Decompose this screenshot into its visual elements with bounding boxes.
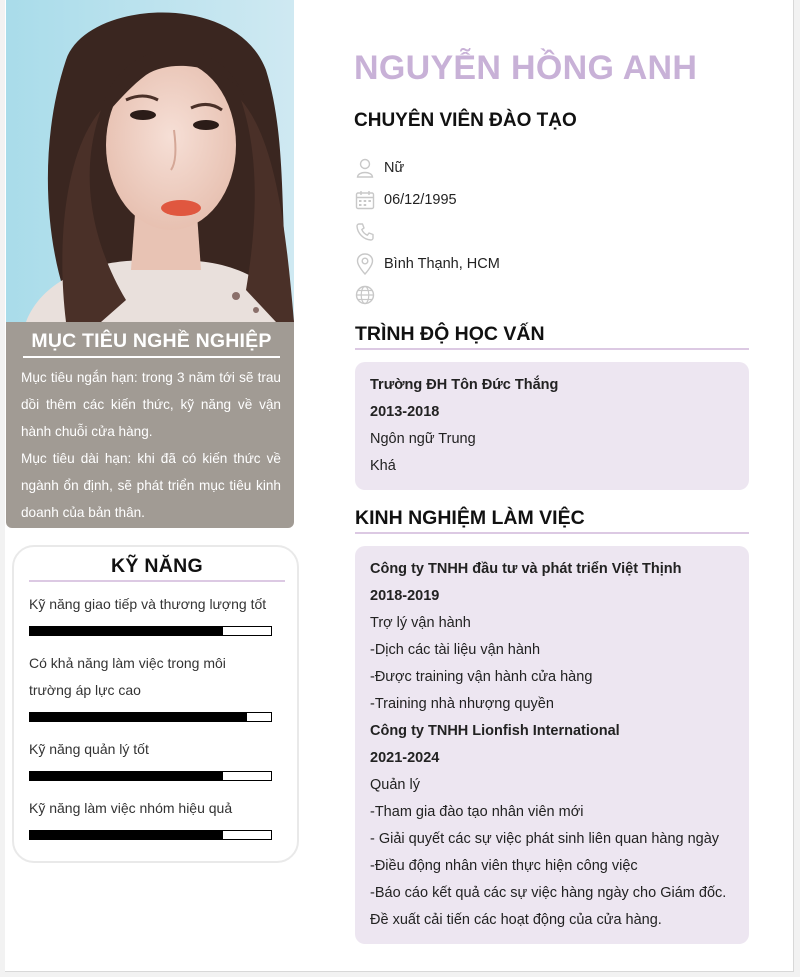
- candidate-name: NGUYỄN HỒNG ANH: [354, 49, 698, 87]
- job-period: 2021-2024: [370, 750, 440, 766]
- website-row: [354, 283, 384, 307]
- education-grade: Khá: [370, 458, 396, 474]
- skill-item: [29, 650, 283, 722]
- location-pin-icon: [354, 253, 376, 275]
- phone-icon: [354, 221, 376, 243]
- skills-title: KỸ NĂNG: [29, 555, 285, 582]
- skill-item: [29, 736, 283, 781]
- skill-name: Kỹ năng quản lý tốt: [29, 741, 149, 757]
- career-objective-section: [6, 322, 294, 528]
- job-period: 2018-2019: [370, 588, 440, 604]
- skill-name: Kỹ năng làm việc nhóm hiệu quả: [29, 800, 233, 816]
- phone-row: [354, 220, 384, 244]
- globe-icon: [354, 284, 376, 306]
- user-icon: [354, 157, 376, 179]
- job-task: -Báo cáo kết quả các sự việc hàng ngày cho Giám đốc.: [370, 885, 727, 901]
- cv-page: [5, 0, 794, 972]
- skill-level-fill: [30, 831, 223, 839]
- birthdate-value: 06/12/1995: [384, 192, 457, 208]
- education-card: [355, 362, 749, 490]
- skill-level-bar: [29, 830, 272, 840]
- job-role: Quản lý: [370, 777, 420, 793]
- address-row: [354, 252, 500, 276]
- education-school: Trường ĐH Tôn Đức Thắng: [370, 377, 559, 393]
- job-task: -Điều động nhân viên thực hiện công việc: [370, 858, 638, 874]
- skill-level-bar: [29, 712, 272, 722]
- objective-long-term: Mục tiêu dài hạn: khi đã có kiến thức về ngành ổn định, sẽ phát triển mục tiêu kinh doanh của bản thân.: [21, 451, 281, 520]
- address-value: Bình Thạnh, HCM: [384, 256, 500, 272]
- job-task: - Giải quyết các sự việc phát sinh liên quan hàng ngày: [370, 831, 720, 847]
- skill-level-fill: [30, 772, 223, 780]
- profile-photo: [6, 0, 294, 322]
- skill-level-fill: [30, 627, 223, 635]
- calendar-icon: [354, 189, 376, 211]
- job-company: Công ty TNHH Lionfish International: [370, 723, 620, 739]
- education-major: Ngôn ngữ Trung: [370, 431, 476, 447]
- skills-section: [12, 545, 299, 863]
- job-task: -Dịch các tài liệu vận hành: [370, 642, 541, 658]
- birthdate-row: [354, 188, 457, 212]
- objective-short-term: Mục tiêu ngắn hạn: trong 3 năm tới sẽ trau dồi thêm các kiến thức, kỹ năng về vận hành chuỗi cửa hàng.: [21, 370, 281, 439]
- job-title: CHUYÊN VIÊN ĐÀO TẠO: [354, 110, 577, 131]
- skill-level-bar: [29, 626, 272, 636]
- skill-level-fill: [30, 713, 247, 721]
- experience-title: KINH NGHIỆM LÀM VIỆC: [355, 507, 749, 534]
- job-task: Đề xuất cải tiến các hoạt động của cửa hàng.: [370, 912, 662, 928]
- skill-name: Có khả năng làm việc trong môi trường áp lực cao: [29, 655, 226, 698]
- job-task: -Training nhà nhượng quyền: [370, 696, 554, 712]
- job-company: Công ty TNHH đầu tư và phát triển Việt Thịnh: [370, 561, 682, 577]
- education-title: TRÌNH ĐỘ HỌC VẤN: [355, 323, 749, 350]
- skill-name: Kỹ năng giao tiếp và thương lượng tốt: [29, 596, 267, 612]
- gender-row: [354, 156, 404, 180]
- job-task: -Được training vận hành cửa hàng: [370, 669, 593, 685]
- objective-title: MỤC TIÊU NGHỀ NGHIỆP: [23, 330, 280, 358]
- skill-level-bar: [29, 771, 272, 781]
- experience-card: [355, 546, 749, 944]
- gender-value: Nữ: [384, 160, 405, 176]
- job-task: -Tham gia đào tạo nhân viên mới: [370, 804, 584, 820]
- skill-item: [29, 591, 283, 636]
- skill-item: [29, 795, 283, 840]
- job-role: Trợ lý vận hành: [370, 615, 471, 631]
- education-period: 2013-2018: [370, 404, 440, 420]
